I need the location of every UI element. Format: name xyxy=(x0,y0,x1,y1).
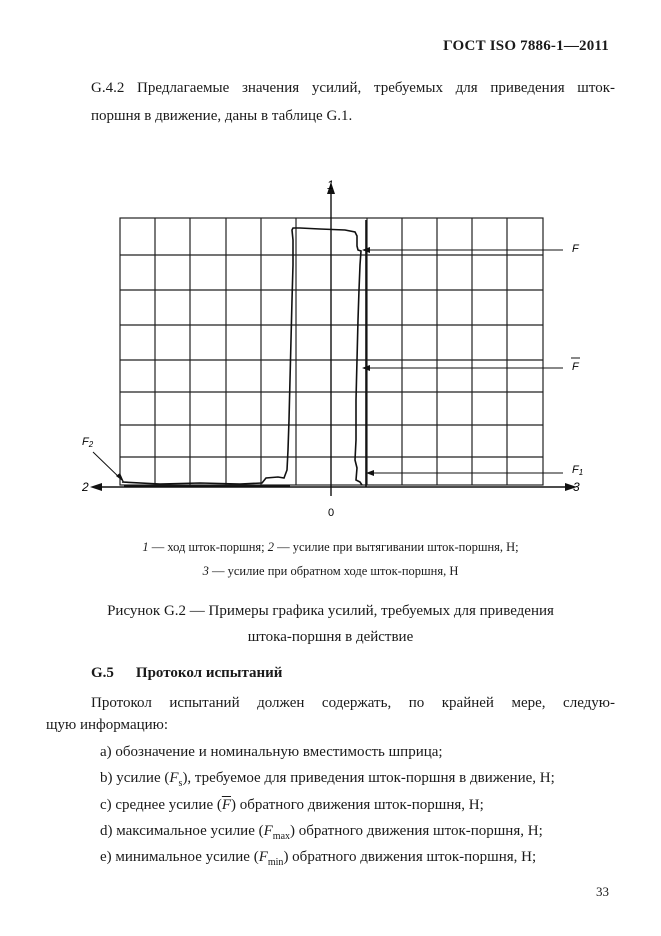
list-item-a: а) обозначение и номинальную вместимость шприца; xyxy=(100,744,443,760)
list-item-d: d) максимальное усилие $(F_{max})$ обратного движения шток-поршня, Н; xyxy=(100,823,543,842)
force-graph-figure xyxy=(0,170,661,520)
axis-label-1: 1 xyxy=(327,178,334,192)
intro-line-2: поршня в движение, даны в таблице G.1. xyxy=(91,108,353,124)
origin-label: 0 xyxy=(328,507,335,519)
label-F2: F2 xyxy=(82,436,94,449)
curve-pull-force xyxy=(122,228,362,485)
figure-caption-line-2: штока-поршня в действие xyxy=(247,629,414,645)
section-para-line-1: Протокол испытаний должен содержать, по крайней мере, следую- xyxy=(91,695,615,711)
list-item-b: b) усилие $(F_s)$, требуемое для приведения шток-поршня в движение, Н; xyxy=(100,770,555,789)
label-Fbar xyxy=(571,358,580,373)
list-item-e: e) минимальное усилие $(F_{min})$ обратного движения шток-поршня, Н; xyxy=(100,849,537,868)
axis-force-arrow-left xyxy=(90,483,102,491)
label-F1: F1 xyxy=(572,464,584,477)
figure-caption-line-1: Рисунок G.2 — Примеры графика усилий, требуемых для приведения xyxy=(107,603,554,619)
axis-label-3: 3 xyxy=(573,480,580,494)
figure-legend-line-1: 1 — ход шток-поршня; 2 — усилие при вытягивании шток-поршня, Н; xyxy=(142,540,519,554)
document-header: ГОСТ ISO 7886-1—2011 xyxy=(443,38,609,54)
section-heading: G.5 Протокол испытаний xyxy=(91,665,283,681)
axis-label-2: 2 xyxy=(82,480,89,494)
figure-legend-line-2: 3 — усилие при обратном ходе шток-поршня, Н xyxy=(202,564,459,578)
page-number: 33 xyxy=(596,884,609,899)
label-F: F xyxy=(572,243,579,255)
section-para-line-2: щую информацию: xyxy=(46,717,169,733)
list-item-c: c) среднее усилие $(\overline{F})$ обратного движения шток-поршня, Н; xyxy=(100,797,484,813)
svg-text:F: F xyxy=(572,361,579,373)
intro-line-1: G.4.2 Предлагаемые значения усилий, требуемых для приведения шток- xyxy=(91,80,615,96)
